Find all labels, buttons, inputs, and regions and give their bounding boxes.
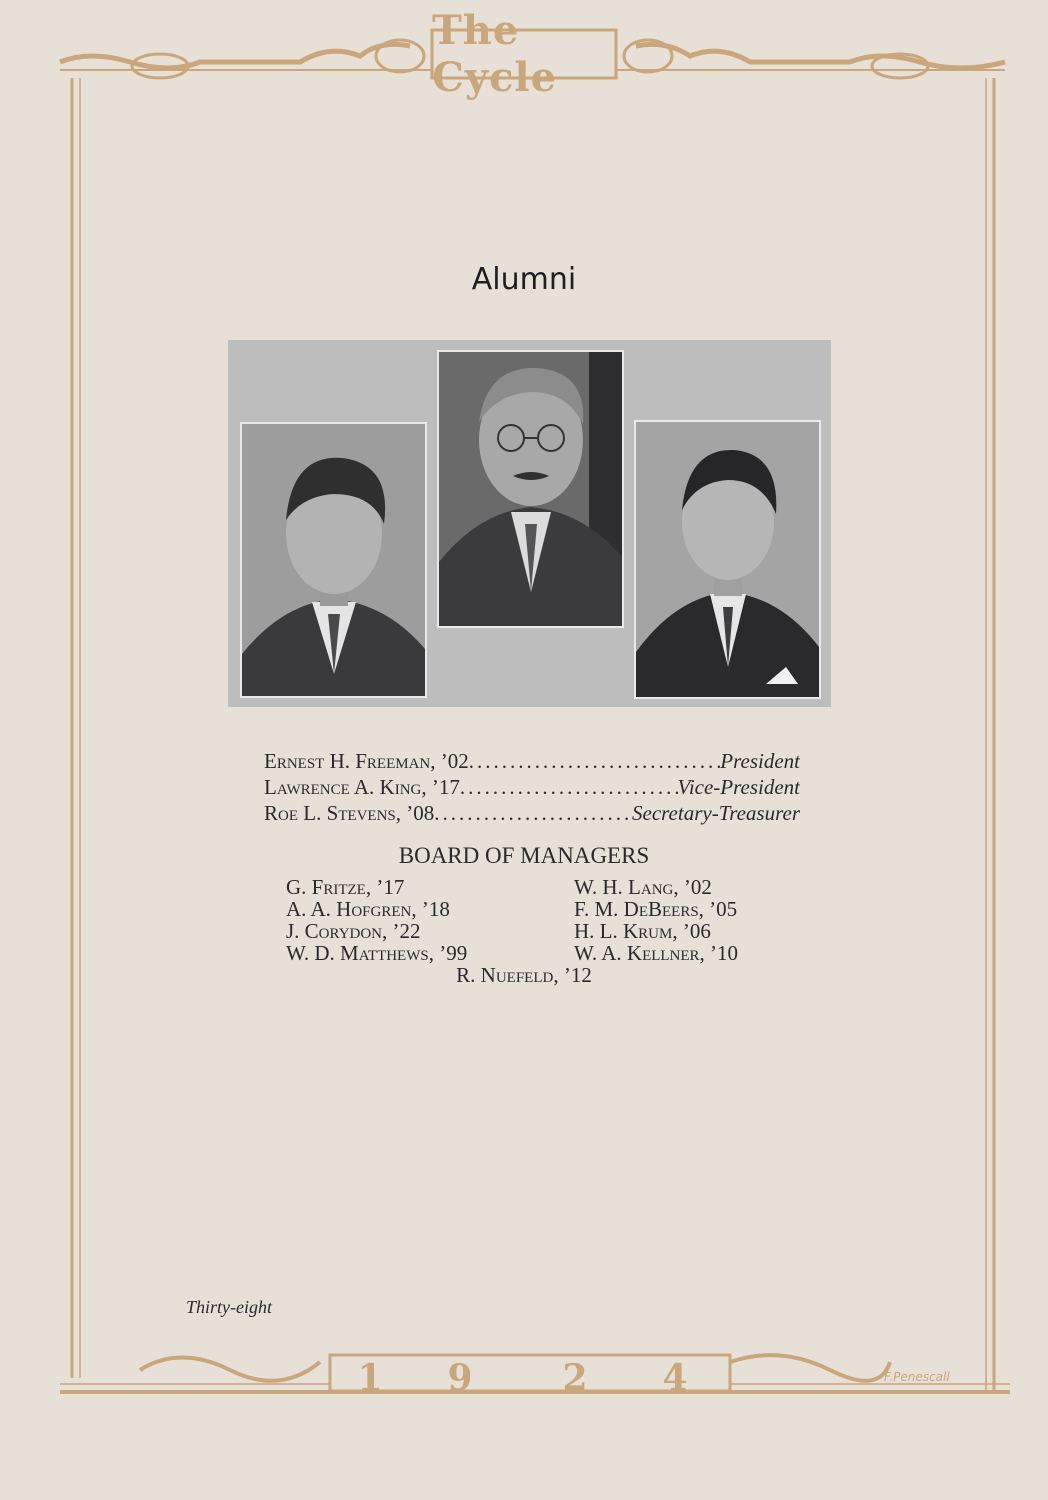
officer-row (264, 774, 800, 800)
officer-name: Lawrence A. King, ’17 (264, 775, 460, 799)
officer-role: Secretary-Treasurer (632, 801, 800, 825)
portrait-center-image (439, 352, 622, 626)
year-digit: 2 (562, 1357, 588, 1399)
board-member: W. H. Lang, ’02 (574, 875, 712, 899)
artist-signature: F.Penescall (884, 1370, 950, 1384)
board-member: R. Nuefeld, ’12 (456, 963, 592, 987)
board-member: J. Corydon, ’22 (286, 919, 421, 943)
portrait-photo-left (240, 422, 427, 698)
photo-panel (228, 340, 831, 707)
officers-list (264, 748, 800, 826)
board-member: W. A. Kellner, ’10 (574, 941, 739, 965)
leader-dots (434, 800, 632, 826)
board-member: F. M. DeBeers, ’05 (574, 897, 738, 921)
board-last-member-row (0, 964, 1048, 986)
year-digit: 9 (447, 1357, 473, 1399)
board-left-column (286, 876, 467, 964)
board-right-column (574, 876, 738, 964)
year-digit: 4 (662, 1357, 688, 1399)
officer-role: President (720, 749, 800, 773)
cycle-logo: The Cycle (432, 7, 558, 101)
board-member: W. D. Matthews, ’99 (286, 941, 468, 965)
portrait-photo-right (634, 420, 821, 699)
page-number: Thirty-eight (186, 1297, 272, 1317)
officer-name: Roe L. Stevens, ’08 (264, 801, 435, 825)
portrait-photo-center (437, 350, 624, 628)
officer-role: Vice-President (677, 775, 800, 799)
board-member: H. L. Krum, ’06 (574, 919, 711, 943)
board-member: A. A. Hofgren, ’18 (286, 897, 450, 921)
officer-row (264, 748, 800, 774)
portrait-left-image (242, 424, 425, 696)
portrait-right-image (636, 422, 819, 697)
officer-name: Ernest H. Freeman, ’02 (264, 749, 469, 773)
year-digit: 1 (357, 1357, 383, 1399)
page-title: Alumni (471, 262, 577, 297)
leader-dots (460, 774, 678, 800)
officer-row (264, 800, 800, 826)
board-member: G. Fritze, ’17 (286, 875, 405, 899)
leader-dots (469, 748, 721, 774)
board-heading: BOARD OF MANAGERS (398, 843, 650, 868)
